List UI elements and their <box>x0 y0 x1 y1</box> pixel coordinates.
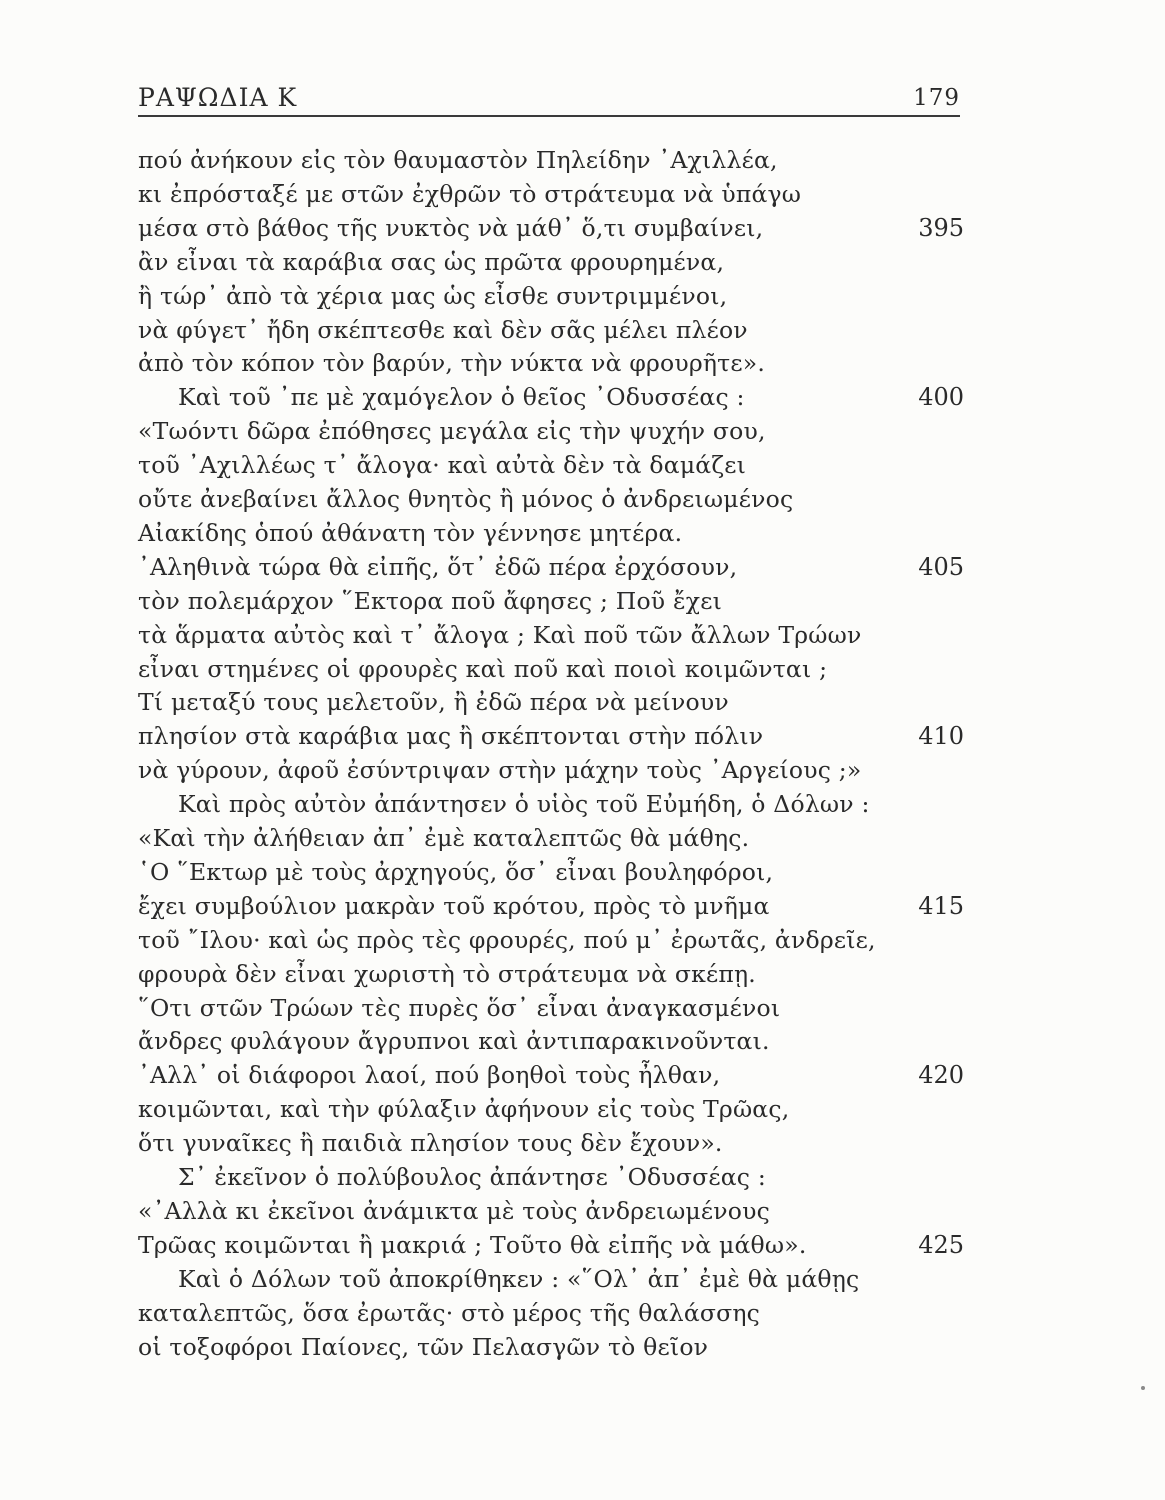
verse-line: ἀπὸ τὸν κόπον τὸν βαρύν, τὴν νύκτα νὰ φρουρῆτε». <box>138 349 765 377</box>
verse-line: Τί μεταξύ τους μελετοῦν, ἢ ἐδῶ πέρα νὰ μείνουν <box>138 688 729 716</box>
verse-line: «Τωόντι δῶρα ἐπόθησες μεγάλα εἰς τὴν ψυχήν σου, <box>138 417 766 445</box>
line-number: 420 <box>918 1061 964 1089</box>
verse-line: Αἰακίδης ὁπού ἀθάνατη τὸν γέννησε μητέρα. <box>138 519 683 547</box>
verse-line: τοῦ ῎Ιλου· καὶ ὡς πρὸς τὲς φρουρές, πού μ᾿ ἐρωτᾶς, ἀνδρεῖε, <box>138 926 876 954</box>
line-number: 415 <box>918 892 964 920</box>
verse-line: πού ἀνήκουν εἰς τὸν θαυμαστὸν Πηλείδην ᾿Αχιλλέα, <box>138 146 778 174</box>
verse-line: ἄνδρες φυλάγουν ἄγρυπνοι καὶ ἀντιπαρακινοῦνται. <box>138 1027 770 1055</box>
verse-line: πλησίον στὰ καράβια μας ἢ σκέπτονται στὴν πόλιν <box>138 722 764 750</box>
verse-line: Καὶ τοῦ ᾿πε μὲ χαμόγελον ὁ θεῖος ᾿Οδυσσέας : <box>178 383 745 411</box>
verse-line: ᾿Αλλ᾿ οἱ διάφοροι λαοί, πού βοηθοὶ τοὺς ἦλθαν, <box>138 1061 721 1089</box>
verse-line: κι ἐπρόσταξέ με στῶν ἐχθρῶν τὸ στράτευμα νὰ ὑπάγω <box>138 180 802 208</box>
line-number: 400 <box>918 383 964 411</box>
line-number: 395 <box>918 214 964 242</box>
verse-line: ἂν εἶναι τὰ καράβια σας ὡς πρῶτα φρουρημένα, <box>138 248 725 276</box>
verse-line: ῾Ο ῞Εκτωρ μὲ τοὺς ἀρχηγούς, ὅσ᾿ εἶναι βουληφόροι, <box>138 858 774 886</box>
verse-line: τοῦ ᾿Αχιλλέως τ᾿ ἄλογα· καὶ αὐτὰ δὲν τὰ δαμάζει <box>138 451 747 479</box>
verse-line: «᾿Αλλὰ κι ἐκεῖνοι ἀνάμικτα μὲ τοὺς ἀνδρειωμένους <box>138 1197 770 1225</box>
page-number: 179 <box>913 85 960 111</box>
verse-line: Καὶ πρὸς αὐτὸν ἀπάντησεν ὁ υἱὸς τοῦ Εὐμήδη, ὁ Δόλων : <box>178 790 870 818</box>
verse-line: τὰ ἅρματα αὐτὸς καὶ τ᾿ ἄλογα ; Καὶ ποῦ τῶν ἄλλων Τρώων <box>138 621 862 649</box>
line-number: 410 <box>918 722 964 750</box>
line-number: 425 <box>918 1231 964 1259</box>
verse-line: καταλεπτῶς, ὅσα ἐρωτᾶς· στὸ μέρος τῆς θαλάσσης <box>138 1299 761 1327</box>
running-title: ΡΑΨΩΔΙΑ Κ <box>138 83 298 112</box>
line-number: 405 <box>918 553 964 581</box>
verse-line: ᾿Αληθινὰ τώρα θὰ εἰπῆς, ὅτ᾿ ἐδῶ πέρα ἐρχόσουν, <box>138 553 738 581</box>
verse-line: οἱ τοξοφόροι Παίονες, τῶν Πελασγῶν τὸ θεῖον <box>138 1333 709 1361</box>
verse-line: οὔτε ἀνεβαίνει ἄλλος θνητὸς ἢ μόνος ὁ ἀνδρειωμένος <box>138 485 794 513</box>
verse-line: Σ᾿ ἐκεῖνον ὁ πολύβουλος ἀπάντησε ᾿Οδυσσέας : <box>178 1163 766 1191</box>
verse-line: νὰ γύρουν, ἀφοῦ ἐσύντριψαν στὴν μάχην τοὺς ᾿Αργείους ;» <box>138 756 862 784</box>
verse-line: τὸν πολεμάρχον ῞Εκτορα ποῦ ἄφησες ; Ποῦ ἔχει <box>138 587 722 615</box>
verse-line: φρουρὰ δὲν εἶναι χωριστὴ τὸ στράτευμα νὰ σκέπῃ. <box>138 960 756 988</box>
margin-speck <box>1141 1386 1145 1390</box>
verse-line: ῞Οτι στῶν Τρώων τὲς πυρὲς ὅσ᾿ εἶναι ἀναγκασμένοι <box>138 994 781 1022</box>
verse-line: ὅτι γυναῖκες ἢ παιδιὰ πλησίον τους δὲν ἔχουν». <box>138 1129 723 1157</box>
verse-line: εἶναι στημένες οἱ φρουρὲς καὶ ποῦ καὶ ποιοὶ κοιμῶνται ; <box>138 655 828 683</box>
verse-line: κοιμῶνται, καὶ τὴν φύλαξιν ἀφήνουν εἰς τοὺς Τρῶας, <box>138 1095 790 1123</box>
verse-line: νὰ φύγετ᾿ ἤδη σκέπτεσθε καὶ δὲν σᾶς μέλει πλέον <box>138 316 748 344</box>
verse-line: ἢ τώρ᾿ ἀπὸ τὰ χέρια μας ὡς εἶσθε συντριμμένοι, <box>138 282 728 310</box>
verse-line: «Καὶ τὴν ἀλήθειαν ἀπ᾿ ἐμὲ καταλεπτῶς θὰ μάθης. <box>138 824 750 852</box>
verse-line: ἔχει συμβούλιον μακρὰν τοῦ κρότου, πρὸς τὸ μνῆμα <box>138 892 770 920</box>
verse-line: μέσα στὸ βάθος τῆς νυκτὸς νὰ μάθ᾿ ὅ,τι συμβαίνει, <box>138 214 764 242</box>
verse-line: Τρῶας κοιμῶνται ἢ μακριά ; Τοῦτο θὰ εἰπῆς νὰ μάθω». <box>138 1231 807 1259</box>
verse-line: Καὶ ὁ Δόλων τοῦ ἀποκρίθηκεν : «῞Ολ᾿ ἀπ᾿ ἐμὲ θὰ μάθῃς <box>178 1265 860 1293</box>
